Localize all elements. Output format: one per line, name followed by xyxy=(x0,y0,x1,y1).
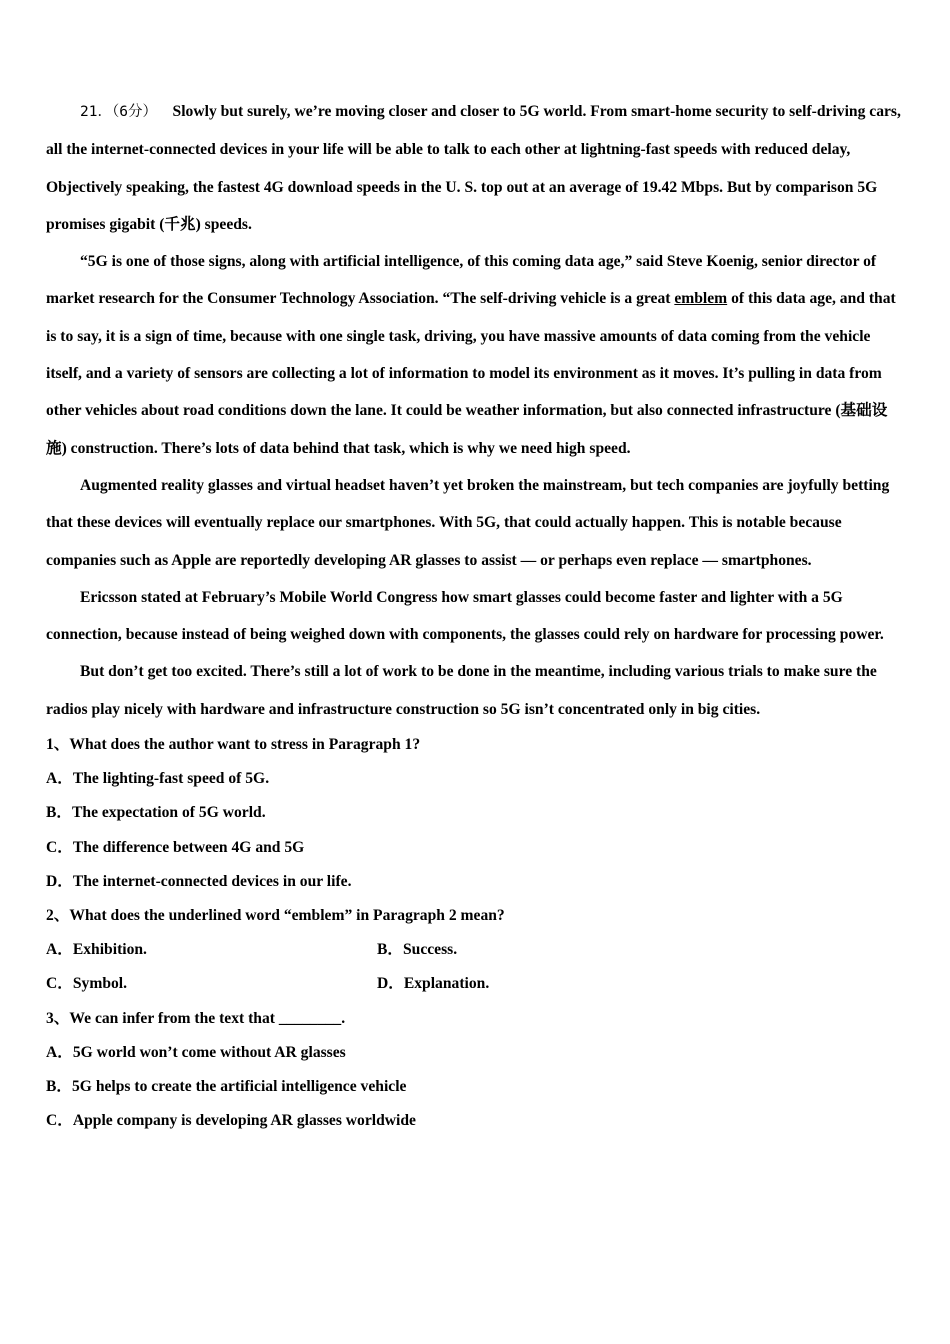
paragraph-2-text-before: “5G is one of those signs, along with artificial intelligence, of this coming data age,” said Steve Koenig, senior director of market research for the Consumer Technology Association. “The self-driving vehicle is a great xyxy=(46,253,877,308)
question-2-option-b: B．Success. xyxy=(377,941,458,959)
question-3 xyxy=(46,1002,902,1139)
question-2 xyxy=(46,899,902,1002)
passage-paragraph-4: Ericsson stated at February’s Mobile World Congress how smart glasses could become faster and lighter with a 5G connection, because instead of being weighed down with components, the glasses could rely on hardware for processing power. xyxy=(46,588,884,644)
question-2-stem: 2、What does the underlined word “emblem” in Paragraph 2 mean? xyxy=(46,906,505,924)
question-2-option-c: C．Symbol. xyxy=(46,975,128,993)
question-1 xyxy=(46,728,902,899)
question-2-options-row-1 xyxy=(46,933,902,967)
question-2-option-a: A．Exhibition. xyxy=(46,941,147,959)
passage-paragraph-2 xyxy=(46,243,902,467)
passage-paragraph-1 xyxy=(46,93,902,243)
question-2-options-row-2 xyxy=(46,967,902,1001)
document-page xyxy=(46,93,902,1138)
question-2-option-d: D．Explanation. xyxy=(377,975,490,993)
question-1-option-d: D．The internet-connected devices in our life. xyxy=(46,872,352,890)
question-3-option-c: C．Apple company is developing AR glasses worldwide xyxy=(46,1112,416,1130)
question-1-option-b: B．The expectation of 5G world. xyxy=(46,804,266,822)
underlined-word-emblem: emblem xyxy=(674,290,728,308)
question-1-stem: 1、What does the author want to stress in Paragraph 1? xyxy=(46,736,421,754)
passage-paragraph-3: Augmented reality glasses and virtual headset haven’t yet broken the mainstream, but tech companies are joyfully betting that these devices will eventually replace our smartphones. With 5G, that could actually happen. This is notable because companies such as Apple are reportedly developing AR glasses to assist — or perhaps even replace — smartphones. xyxy=(46,476,890,569)
question-1-option-a: A．The lighting-fast speed of 5G. xyxy=(46,770,270,788)
question-1-option-c: C．The difference between 4G and 5G xyxy=(46,838,305,856)
passage-paragraph-5: But don’t get too excited. There’s still a lot of work to be done in the meantime, including various trials to make sure the radios play nicely with hardware and infrastructure construction so 5G isn’t concentrated only in big cities. xyxy=(46,663,877,718)
question-3-option-a: A．5G world won’t come without AR glasses xyxy=(46,1043,346,1061)
question-3-option-b: B．5G helps to create the artificial intelligence vehicle xyxy=(46,1077,407,1095)
paragraph-1-text: Slowly but surely, we’re moving closer and closer to 5G world. From smart-home security to self-driving cars, all the internet-connected devices in your life will be able to talk to each other at lightning-fast speeds with reduced delay, Objectively speaking, the fastest 4G download speeds in the U. S. top out at an average of 19.42 Mbps. But by comparison 5G promises gigabit (千兆) speeds. xyxy=(46,103,901,233)
paragraph-2-text-after: of this data age, and that is to say, it is a sign of time, because with one single task, driving, you have massive amounts of data coming from the vehicle itself, and a variety of sensors are collecting a lot of information to model its environment as it moves. It’s pulling in data from other vehicles about road conditions down the lane. It could be weather information, but also connected infrastructure (基础设施) construction. There’s lots of data behind that task, which is why we need high speed. xyxy=(46,290,896,457)
question-number: 21．（6分） xyxy=(80,104,157,120)
question-3-stem: 3、We can infer from the text that ________. xyxy=(46,1009,346,1027)
